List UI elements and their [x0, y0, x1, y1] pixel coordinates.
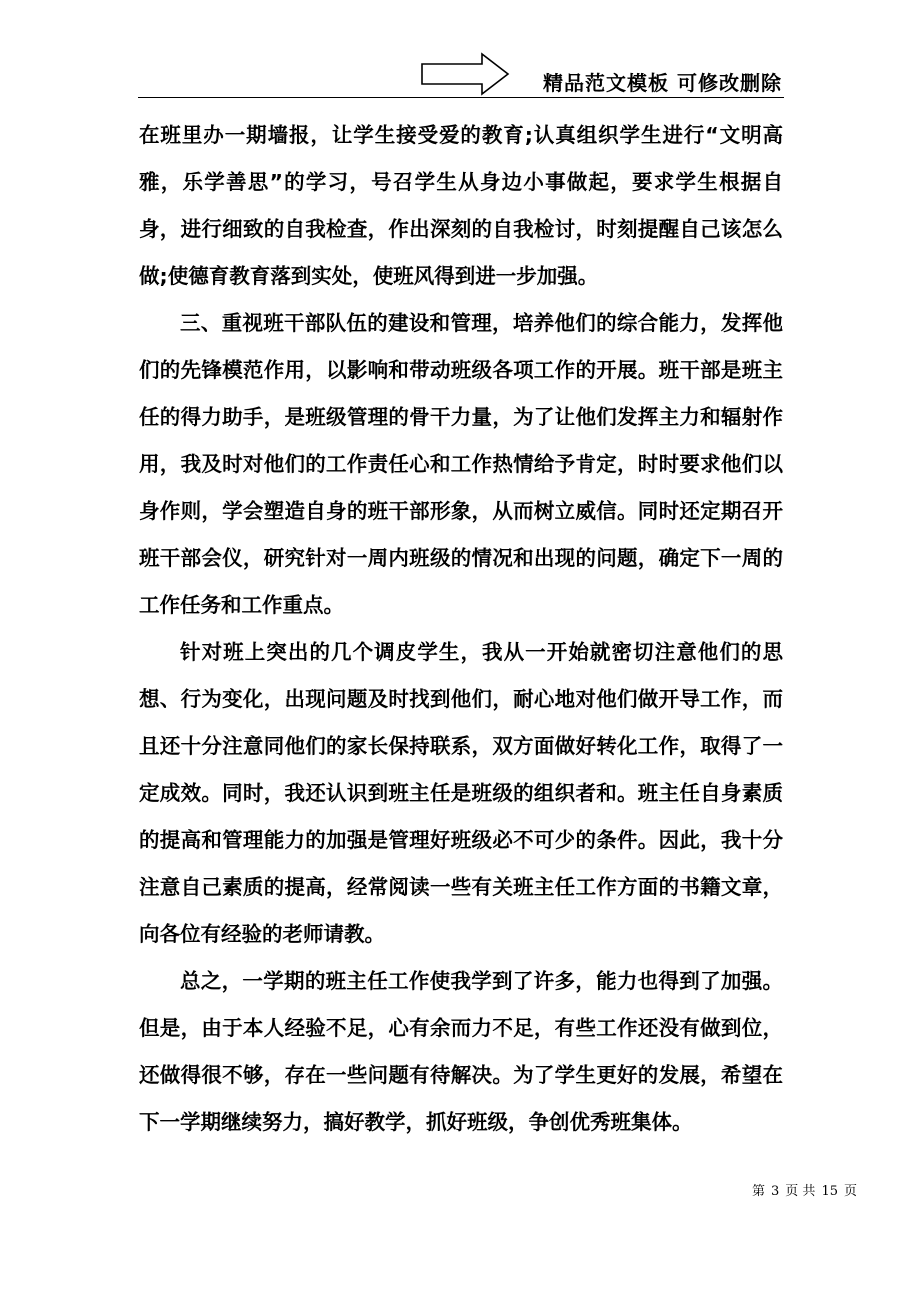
footer-prefix: 第 — [752, 1184, 766, 1199]
header-title: 精品范文模板 可修改删除 — [543, 71, 782, 95]
paragraph-summary: 总之，一学期的班主任工作使我学到了许多，能力也得到了加强。但是，由于本人经验不足，心有余而力不足，有些工作还没有做到位，还做得很不够，存在一些问题有待解决。为了学生更好的发展，希望在下一学期继续努力，搞好教学，抓好班级，争创优秀班集体。 — [139, 969, 783, 1134]
total-pages-number: 15 — [821, 1184, 838, 1199]
page-header — [138, 50, 784, 100]
paragraph-class-cadres: 三、重视班干部队伍的建设和管理，培养他们的综合能力，发挥他们的先锋模范作用，以影响和带动班级各项工作的开展。班干部是班主任的得力助手，是班级管理的骨干力量，为了让他们发挥主力和辐射作用，我及时对他们的工作责任心和工作热情给予肯定，时时要求他们以身作则，学会塑造自身的班干部形象，从而树立威信。同时还定期召开班干部会仪，研究针对一周内班级的情况和出现的问题，确定下一周的工作任务和工作重点。 — [139, 311, 783, 617]
paragraph-naughty-students: 针对班上突出的几个调皮学生，我从一开始就密切注意他们的思想、行为变化，出现问题及时找到他们，耐心地对他们做开导工作，而且还十分注意同他们的家长保持联系，双方面做好转化工作，取得了一定成效。同时，我还认识到班主任是班级的组织者和。班主任自身素质的提高和管理能力的加强是管理好班级必不可少的条件。因此，我十分注意自己素质的提高，经常阅读一些有关班主任工作方面的书籍文章，向各位有经验的老师请教。 — [139, 640, 783, 946]
document-body — [139, 112, 783, 1146]
footer-mid: 页 共 — [785, 1184, 816, 1199]
current-page-number: 3 — [771, 1184, 780, 1199]
header-divider — [138, 97, 784, 98]
footer-suffix: 页 — [843, 1184, 857, 1199]
right-arrow-outline-icon — [420, 52, 510, 96]
page-footer — [749, 1180, 860, 1199]
paragraph-continuation: 在班里办一期墙报，让学生接受爱的教育;认真组织学生进行“文明高雅，乐学善思”的学习，号召学生从身边小事做起，要求学生根据自身，进行细致的自我检查，作出深刻的自我检讨，时刻提醒自己该怎么做;使德育教育落到实处，使班风得到进一步加强。 — [139, 123, 783, 288]
